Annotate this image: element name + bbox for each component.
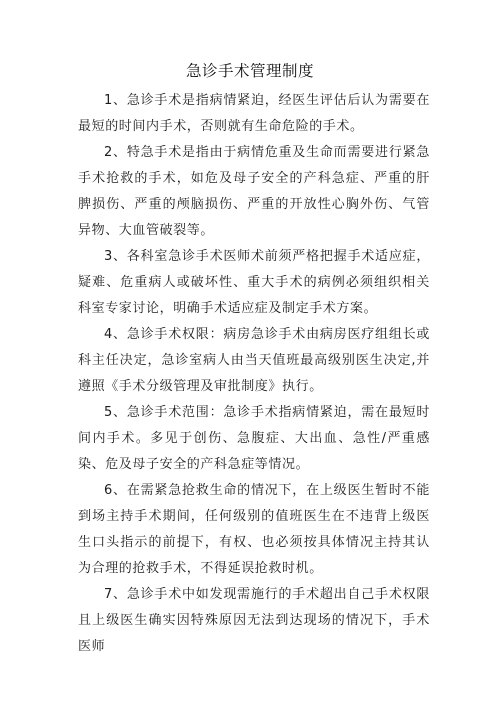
paragraph-1: 1、急诊手术是指病情紧迫，经医生评估后认为需要在最短的时间内手术，否则就有生命危险的手术。 xyxy=(78,93,430,134)
paragraph-2: 2、特急手术是指由于病情危重及生命而需要进行紧急手术抢救的手术，如危及母子安全的产科急症、严重的肝脾损伤、严重的颅脑损伤、严重的开放性心胸外伤、气管异物、大血管破裂等。 xyxy=(78,145,430,238)
paragraph-4: 4、急诊手术权限：病房急诊手术由病房医疗组组长或科主任决定，急诊室病人由当天值班最高级别医生决定,并遵照《手术分级管理及审批制度》执行。 xyxy=(78,327,430,394)
paragraph-3: 3、各科室急诊手术医师术前须严格把握手术适应症，疑难、危重病人或破坏性、重大手术的病例必须组织相关科室专家讨论，明确手术适应症及制定手术方案。 xyxy=(78,249,430,316)
document-body xyxy=(78,88,430,660)
paragraph-7: 7、急诊手术中如发现需施行的手术超出自己手术权限且上级医生确实因特殊原因无法到达现场的情况下，手术医师 xyxy=(78,587,430,654)
document-title: 急诊手术管理制度 xyxy=(185,62,314,80)
paragraph-6: 6、在需紧急抢救生命的情况下，在上级医生暂时不能到场主持手术期间，任何级别的值班医生在不违背上级医生口头指示的前提下，有权、也必须按具体情况主持其认为合理的抢救手术，不得延误抢救时机。 xyxy=(78,483,430,576)
paragraph-5: 5、急诊手术范围：急诊手术指病情紧迫，需在最短时间内手术。多见于创伤、急腹症、大出血、急性/严重感染、危及母子安全的产科急症等情况。 xyxy=(78,405,430,472)
